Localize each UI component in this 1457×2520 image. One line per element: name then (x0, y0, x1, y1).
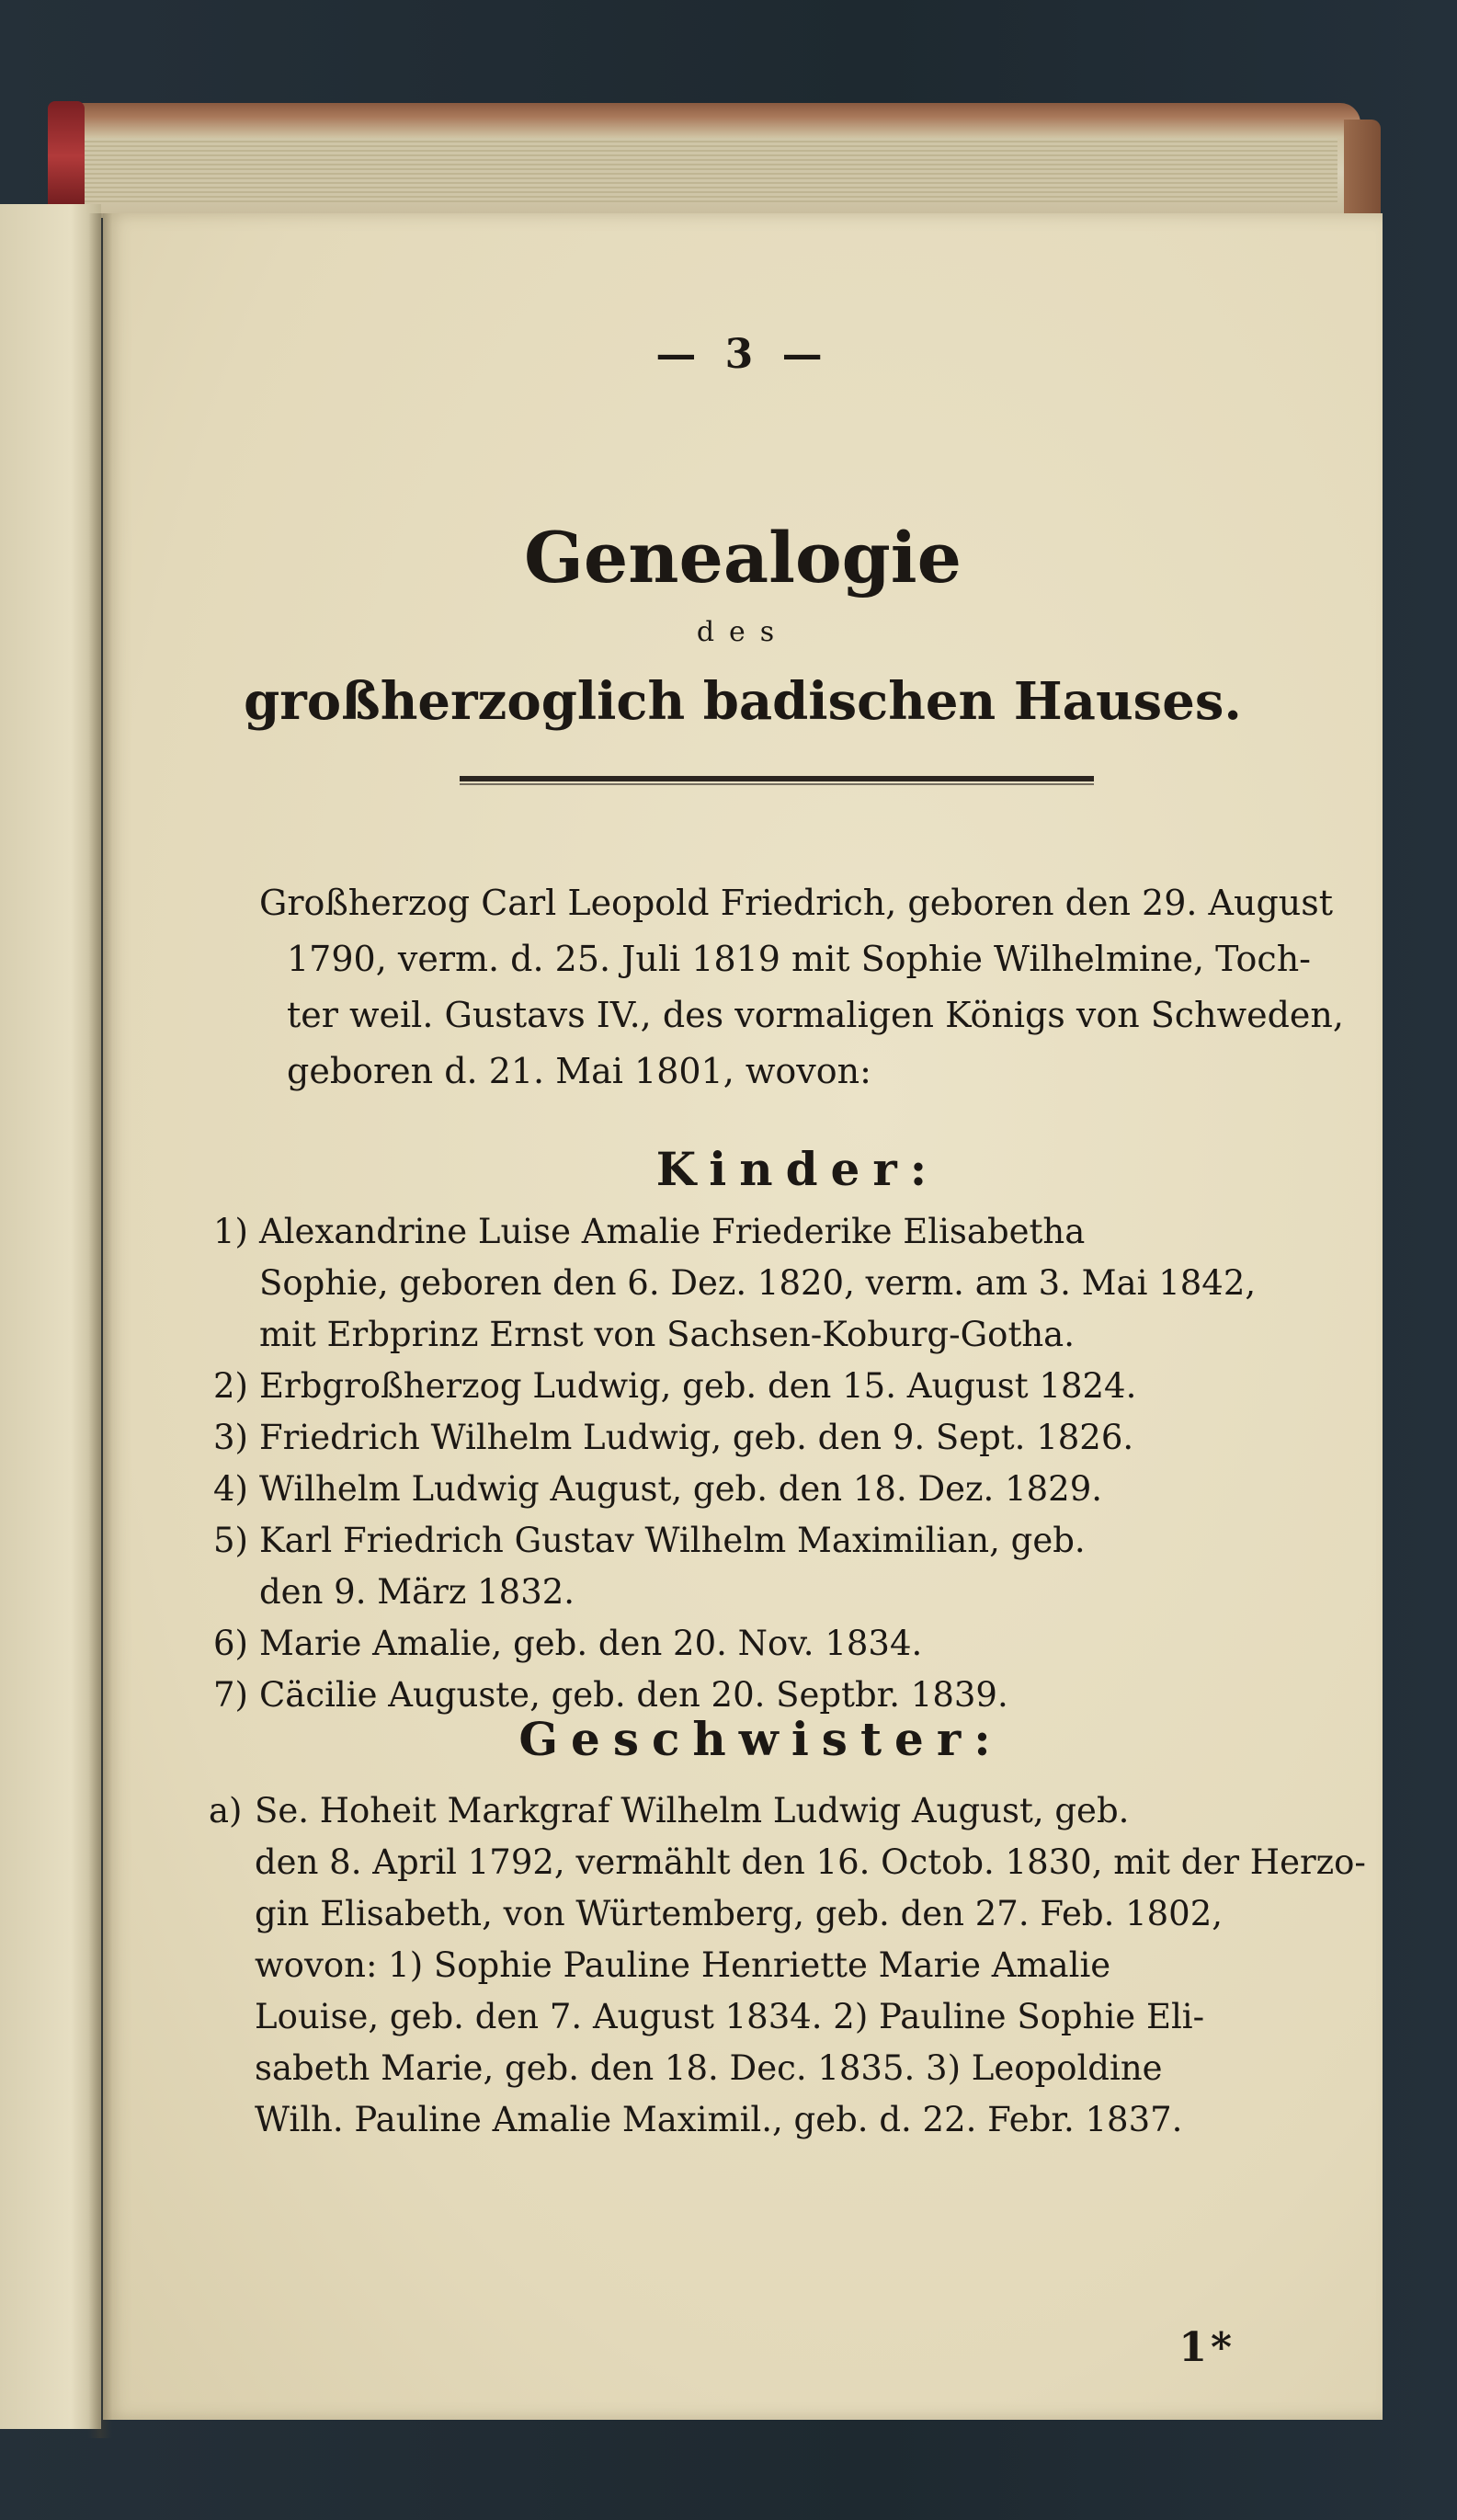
item-line: Wilh. Pauline Amalie Maximil., geb. d. 22. Febr. 1837. (255, 2100, 1183, 2139)
item-line: Wilhelm Ludwig August, geb. den 18. Dez. 1829. (259, 1469, 1102, 1509)
item-line: Friedrich Wilhelm Ludwig, geb. den 9. Sept. 1826. (259, 1418, 1134, 1457)
list-item (209, 1785, 1404, 2146)
page-text (103, 213, 1383, 2420)
signature-mark: 1* (1178, 2324, 1235, 2371)
list-item (213, 1515, 1408, 1618)
list-item (213, 1618, 1408, 1670)
intro-line: geboren d. 21. Mai 1801, wovon: (287, 1051, 871, 1091)
item-line: mit Erbprinz Ernst von Sachsen-Koburg-Gotha. (259, 1315, 1075, 1354)
intro-line: ter weil. Gustavs IV., des vormaligen Königs von Schweden, (287, 995, 1344, 1035)
title-rule (460, 776, 1094, 781)
page-number: — 3 — (655, 331, 830, 378)
item-line: Alexandrine Luise Amalie Friederike Elisabetha (259, 1212, 1086, 1251)
page-title: Genealogie (523, 517, 962, 599)
title-article: des (696, 616, 790, 648)
item-line: Marie Amalie, geb. den 20. Nov. 1834. (259, 1624, 923, 1663)
list-item (213, 1206, 1408, 1361)
item-number: 3) (213, 1418, 248, 1457)
item-line: wovon: 1) Sophie Pauline Henriette Marie Amalie (255, 1945, 1111, 1985)
item-line: Louise, geb. den 7. August 1834. 2) Pauline Sophie Eli- (255, 1997, 1205, 2036)
item-number: 7) (213, 1675, 248, 1715)
page-edges (69, 138, 1337, 202)
item-line: Sophie, geboren den 6. Dez. 1820, verm. am 3. Mai 1842, (259, 1263, 1257, 1303)
item-line: Cäcilie Auguste, geb. den 20. Septbr. 1839. (259, 1675, 1008, 1715)
item-line: den 9. März 1832. (259, 1572, 575, 1612)
item-number: 4) (213, 1469, 248, 1509)
item-number: a) (209, 1791, 243, 1830)
book-page (103, 213, 1383, 2420)
left-page-edge (0, 204, 101, 2429)
item-line: Erbgroßherzog Ludwig, geb. den 15. August 1824. (259, 1366, 1137, 1406)
item-number: 6) (213, 1624, 248, 1663)
list-item (213, 1464, 1408, 1515)
ribbon-bookmark (48, 101, 85, 211)
intro-line: Großherzog Carl Leopold Friedrich, geboren den 29. August (259, 883, 1334, 923)
item-number: 2) (213, 1366, 248, 1406)
item-line: sabeth Marie, geb. den 18. Dec. 1835. 3) Leopoldine (255, 2048, 1163, 2088)
list-item (213, 1412, 1408, 1464)
item-line: den 8. April 1792, vermählt den 16. Octob. 1830, mit der Herzo- (255, 1842, 1366, 1882)
kinder-list (213, 1206, 1408, 1721)
list-item (213, 1361, 1408, 1412)
page-subtitle: großherzoglich badischen Hauses. (244, 671, 1242, 732)
geschwister-heading: Geschwister: (518, 1712, 1004, 1766)
geschwister-list (209, 1785, 1404, 2146)
item-line: gin Elisabeth, von Würtemberg, geb. den 27. Feb. 1802, (255, 1894, 1224, 1933)
title-rule-thin (460, 783, 1094, 785)
item-line: Karl Friedrich Gustav Wilhelm Maximilian, geb. (259, 1521, 1086, 1560)
kinder-heading: Kinder: (655, 1142, 940, 1196)
intro-line: 1790, verm. d. 25. Juli 1819 mit Sophie Wilhelmine, Toch- (287, 939, 1312, 979)
intro-paragraph (259, 875, 1399, 1100)
item-line: Se. Hoheit Markgraf Wilhelm Ludwig August, geb. (255, 1791, 1130, 1830)
item-number: 1) (213, 1212, 248, 1251)
item-number: 5) (213, 1521, 248, 1560)
